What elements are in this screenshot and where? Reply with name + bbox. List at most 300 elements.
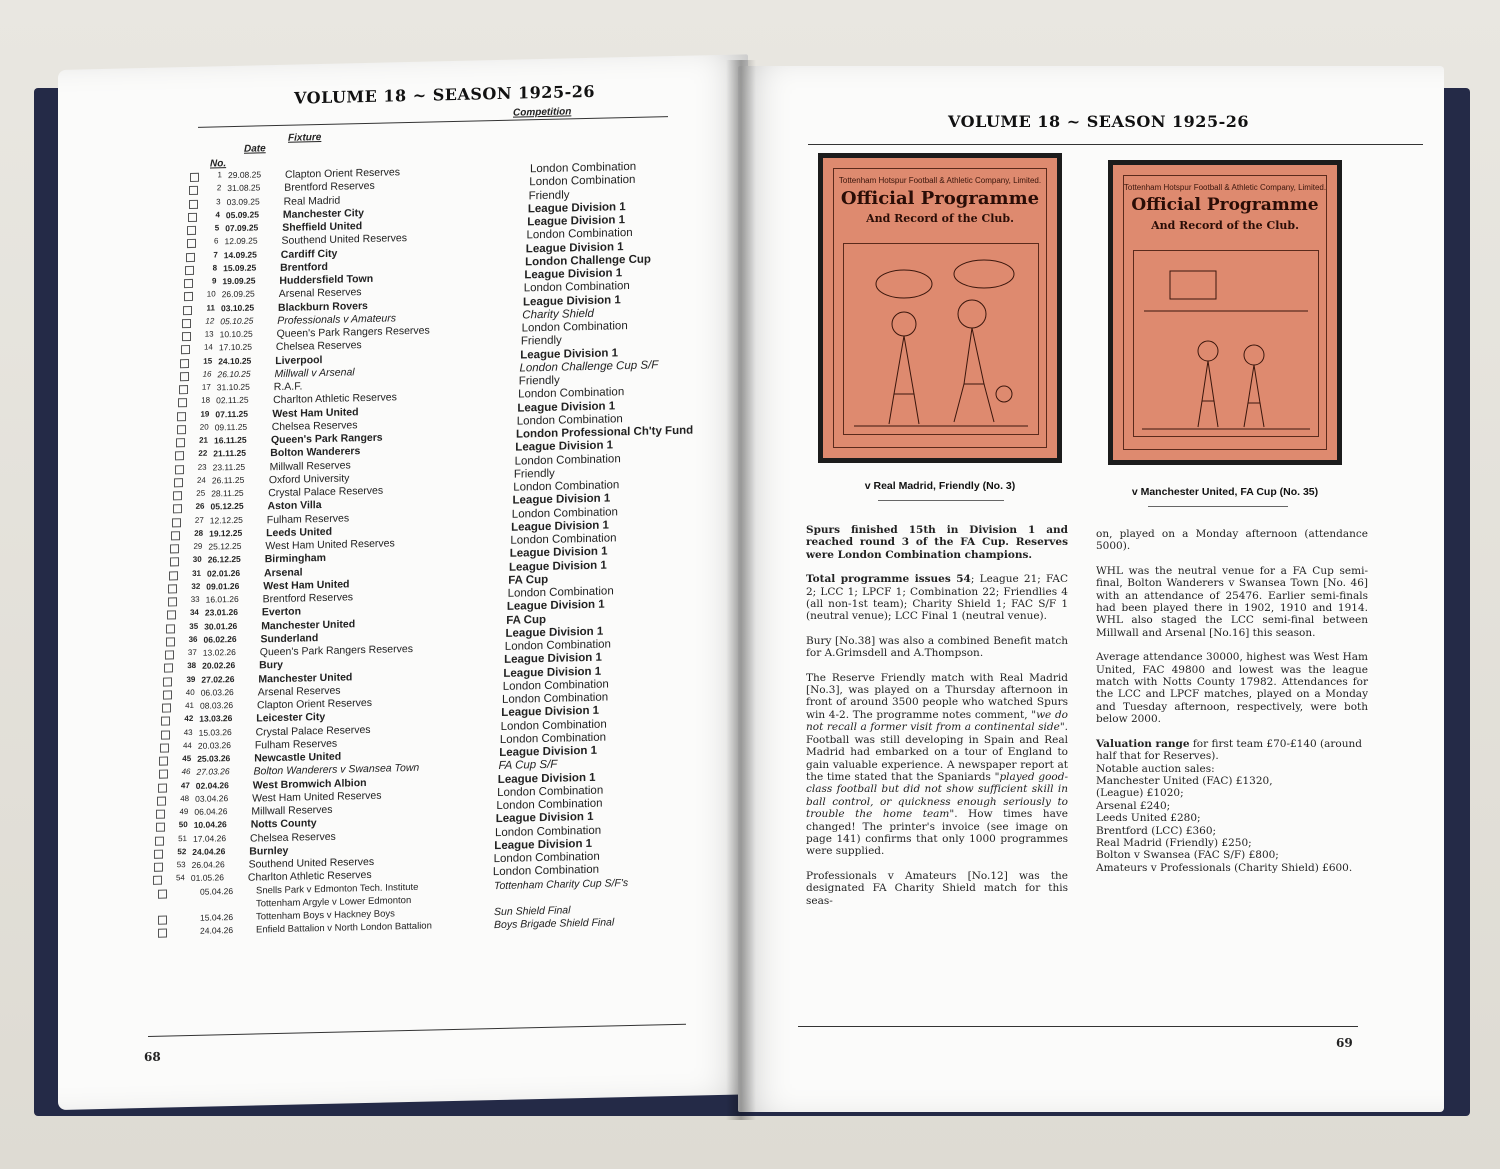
- fixture-number: 25: [196, 488, 206, 498]
- fixture-opponent: Burnley: [249, 844, 289, 858]
- fixture-competition: London Combination: [523, 280, 630, 295]
- page-title: VOLUME 18 ~ SEASON 1925-26: [948, 112, 1249, 131]
- fixture-opponent: Clapton Orient Reserves: [285, 166, 400, 181]
- tick-checkbox[interactable]: [158, 916, 167, 925]
- tick-checkbox[interactable]: [177, 412, 186, 421]
- fixture-opponent: Blackburn Rovers: [278, 299, 368, 314]
- fixture-competition: League Division 1: [512, 492, 611, 507]
- extra-fixture-name: Enfield Battalion v North London Battalion: [256, 920, 432, 936]
- fixture-date: 15.03.26: [198, 726, 232, 738]
- tick-checkbox[interactable]: [154, 863, 163, 872]
- fixture-date: 30.01.26: [204, 620, 238, 632]
- tick-checkbox[interactable]: [156, 810, 165, 819]
- fixture-date: 19.09.25: [222, 275, 256, 287]
- fixture-date: 31.08.25: [227, 182, 261, 194]
- fixture-opponent: Crystal Palace Reserves: [268, 484, 384, 500]
- fixture-competition: London Combination: [499, 731, 607, 746]
- fixture-opponent: Queen's Park Rangers: [271, 431, 383, 447]
- auction-sale-item: Leeds United £280;: [1096, 812, 1201, 825]
- tick-checkbox[interactable]: [163, 677, 172, 686]
- fixture-opponent: Manchester City: [282, 206, 364, 221]
- tick-checkbox[interactable]: [187, 239, 196, 248]
- fixture-date: 26.09.25: [221, 288, 255, 300]
- fixture-opponent: Southend United Reserves: [248, 855, 375, 871]
- fixture-competition: League Division 1: [527, 200, 626, 216]
- fixture-date: 10.04.26: [193, 819, 227, 831]
- fixture-competition: League Division 1: [524, 267, 623, 282]
- fixture-opponent: West Bromwich Albion: [252, 776, 367, 792]
- fixture-opponent: Bolton Wanderers: [270, 445, 361, 460]
- fixture-date: 29.08.25: [228, 169, 262, 181]
- extra-fixture-date: 05.04.26: [200, 886, 234, 897]
- left-page: [58, 54, 748, 1110]
- fixture-opponent: Arsenal Reserves: [257, 684, 341, 699]
- fixture-competition: League Division 1: [517, 399, 616, 415]
- fixture-opponent: Cardiff City: [280, 247, 338, 261]
- fixture-opponent: Chelsea Reserves: [275, 339, 362, 354]
- fixture-opponent: Charlton Athletic Reserves: [273, 391, 397, 407]
- fixture-number: 24: [196, 475, 206, 485]
- cartoon-illustration: [1133, 250, 1319, 437]
- fixture-number: 27: [194, 515, 204, 525]
- fixture-competition: League Division 1: [503, 665, 602, 680]
- tick-checkbox[interactable]: [184, 292, 193, 301]
- fixture-opponent: Fulham Reserves: [266, 511, 350, 526]
- fixture-date: 19.12.25: [209, 527, 243, 539]
- fixture-date: 31.10.25: [216, 381, 250, 393]
- tick-checkbox[interactable]: [176, 438, 185, 447]
- fixture-date: 05.09.25: [225, 209, 259, 220]
- fixture-date: 24.04.26: [192, 845, 226, 857]
- fixture-number: 35: [189, 621, 199, 631]
- fixture-opponent: Clapton Orient Reserves: [257, 696, 372, 712]
- fixture-number: 47: [180, 780, 190, 790]
- extra-fixture-name: Snells Park v Edmonton Tech. Institute: [256, 881, 419, 897]
- fixture-competition: League Division 1: [501, 704, 600, 720]
- fixture-opponent: Manchester United: [258, 670, 353, 685]
- auction-sale-item: Bolton v Swansea (FAC S/F) £800;: [1096, 849, 1279, 862]
- tick-checkbox[interactable]: [188, 213, 197, 222]
- fixture-competition: London Combination: [529, 174, 636, 189]
- whl-paragraph: WHL was the neutral venue for a FA Cup semi-final, Bolton Wanderers v Swansea Town [No. 46] with an attendance of 25476. Earlier semi-finals had been played there in 1902, 1910 and 1914. WHL also staged the LCC semi-final between Millwall and Arsenal [No.16] this season.: [1096, 564, 1368, 639]
- programme-caption: v Real Madrid, Friendly (No. 3): [864, 480, 1016, 492]
- fixture-number: 17: [201, 382, 211, 392]
- fixture-date: 15.09.25: [223, 262, 257, 274]
- valuation-paragraph: [1096, 738, 1368, 874]
- tick-checkbox[interactable]: [187, 226, 196, 235]
- fixture-date: 03.10.25: [221, 302, 255, 313]
- fixture-date: 23.01.26: [204, 607, 238, 618]
- fixture-competition: London Combination: [502, 691, 609, 706]
- fixture-date: 25.12.25: [208, 540, 242, 552]
- fixture-date: 20.02.26: [202, 660, 236, 671]
- fixture-number: 41: [185, 700, 194, 711]
- fixture-competition: League Division 1: [505, 625, 604, 640]
- tick-checkbox[interactable]: [163, 690, 172, 699]
- fixture-competition: London Combination: [500, 718, 607, 733]
- tick-checkbox[interactable]: [155, 836, 164, 845]
- header-fixture: Fixture: [288, 132, 322, 144]
- fixture-date: 27.03.26: [196, 766, 230, 778]
- fixture-opponent: Sunderland: [260, 631, 319, 646]
- tick-checkbox[interactable]: [166, 624, 175, 633]
- footer-rule: [148, 1024, 686, 1037]
- fixture-number: 13: [204, 329, 214, 339]
- fixture-number: 34: [189, 608, 199, 618]
- tick-checkbox[interactable]: [159, 770, 168, 779]
- fixture-competition: League Division 1: [504, 651, 602, 667]
- quote-run: "we do not recall a former visit from a continental side": [806, 708, 1068, 734]
- tick-checkbox[interactable]: [157, 796, 166, 805]
- fixture-opponent: Brentford Reserves: [262, 591, 354, 606]
- fixture-opponent: West Ham United Reserves: [265, 537, 395, 553]
- programme-subheading: And Record of the Club.: [1151, 219, 1299, 232]
- fixture-number: 52: [177, 846, 187, 857]
- fixture-date: 07.09.25: [225, 222, 259, 234]
- fixture-competition: Charity Shield: [522, 307, 594, 322]
- fixture-date: 17.10.25: [218, 341, 252, 353]
- fixture-date: 05.12.25: [210, 501, 244, 512]
- fixture-competition: FA Cup S/F: [498, 758, 558, 773]
- fixture-date: 28.11.25: [211, 487, 244, 499]
- fixture-date: 03.04.26: [195, 792, 229, 804]
- fixture-competition: London Combination: [521, 320, 628, 335]
- fixture-opponent: Newcastle United: [254, 750, 342, 765]
- title-rule: [808, 144, 1423, 145]
- quote-run: "played good-class football but did not show sufficient skill in ball control, or quickness enough seriously to trouble the home team": [806, 770, 1068, 821]
- text-run: . Football was still developing in Spain and Real Madrid had embarked on a tour of England to gain valuable experience. A newspaper report at the time stated that the Spaniards: [806, 721, 1068, 783]
- fixture-number: 9: [211, 276, 217, 286]
- fixture-number: 51: [178, 833, 187, 843]
- fixture-number: 49: [179, 807, 189, 817]
- fixture-date: 26.11.25: [211, 474, 245, 486]
- extra-fixture-date: 24.04.26: [200, 925, 234, 936]
- fixture-competition: Friendly: [528, 188, 570, 202]
- fixture-opponent: Millwall Reserves: [269, 458, 351, 473]
- tick-checkbox[interactable]: [161, 730, 170, 739]
- fixture-competition: FA Cup: [508, 573, 549, 587]
- fixture-number: 10: [206, 289, 216, 299]
- programme-subheading: And Record of the Club.: [866, 212, 1014, 225]
- fixture-date: 03.09.25: [226, 195, 260, 207]
- tick-checkbox[interactable]: [170, 544, 179, 553]
- fixture-opponent: Chelsea Reserves: [271, 418, 358, 433]
- programme-heading: Official Programme: [1131, 195, 1319, 215]
- tick-checkbox[interactable]: [156, 823, 165, 832]
- tick-checkbox[interactable]: [185, 266, 194, 275]
- fixture-date: 02.04.26: [195, 779, 229, 791]
- text-run: . How times have changed! The printer's invoice (see image on page 141) confirms that only 1000 programmes were supplied.: [806, 808, 1068, 858]
- auction-sale-item: Real Madrid (Friendly) £250;: [1096, 836, 1252, 849]
- fixture-number: 42: [184, 714, 194, 724]
- tick-checkbox[interactable]: [171, 531, 180, 540]
- tick-checkbox[interactable]: [180, 372, 189, 381]
- page-number: 68: [144, 1049, 161, 1065]
- fixture-opponent: Southend United Reserves: [281, 232, 407, 248]
- fixture-competition: London Combination: [502, 678, 609, 693]
- fixture-date: 06.04.26: [194, 806, 228, 817]
- fixture-number: 46: [181, 767, 191, 777]
- caption-rule: [1148, 506, 1288, 507]
- tick-checkbox[interactable]: [190, 173, 199, 182]
- fixture-competition: FA Cup: [506, 613, 547, 627]
- tick-checkbox[interactable]: [174, 478, 183, 487]
- fixture-competition: London Combination: [514, 452, 621, 468]
- fixture-number: 11: [206, 302, 215, 313]
- fixture-number: 48: [180, 793, 190, 803]
- fixture-competition: League Division 1: [495, 811, 594, 826]
- fixture-date: 27.02.26: [201, 673, 235, 685]
- fixture-date: 01.05.26: [190, 872, 224, 884]
- fixture-opponent: Millwall v Arsenal: [274, 366, 355, 380]
- fixture-number: 44: [182, 740, 192, 750]
- fixture-number: 4: [215, 210, 220, 220]
- fixture-opponent: Sheffield United: [282, 220, 363, 234]
- right-page: [738, 66, 1444, 1112]
- fixture-number: 20: [199, 422, 209, 432]
- fixture-date: 26.10.25: [217, 368, 251, 380]
- extra-fixture-name: Tottenham Boys v Hackney Boys: [256, 908, 395, 923]
- fixture-date: 13.03.26: [199, 713, 233, 725]
- auction-sale-item: Brentford (LCC) £360;: [1096, 824, 1217, 837]
- tick-checkbox[interactable]: [168, 597, 177, 606]
- fixture-competition: London Combination: [511, 505, 618, 521]
- tick-checkbox[interactable]: [179, 385, 188, 394]
- average-attendance-paragraph: Average attendance 30000, highest was West Ham United, FAC 49800 and lowest was the league match with Notts County 17982. Attendances for the LCC and LPCF matches, played on a Monday and Tuesday afternoon, respectively, were both below 2000.: [1096, 651, 1368, 726]
- fixture-number: 36: [188, 634, 198, 644]
- tick-checkbox[interactable]: [162, 703, 171, 712]
- auction-sale-item: Arsenal £240;: [1096, 799, 1171, 812]
- fixture-number: 23: [197, 462, 207, 472]
- tick-checkbox[interactable]: [189, 186, 198, 195]
- fixture-number: 45: [182, 753, 192, 764]
- auction-sale-item: Amateurs v Professionals (Charity Shield) £600.: [1096, 861, 1353, 874]
- fixture-competition: London Combination: [526, 227, 633, 242]
- header-no: No.: [210, 158, 227, 170]
- tick-checkbox[interactable]: [184, 279, 193, 288]
- fixture-date: 05.10.25: [220, 315, 254, 327]
- fixture-number: 43: [183, 727, 193, 737]
- tick-checkbox[interactable]: [161, 717, 170, 726]
- programme-caption: v Manchester United, FA Cup (No. 35): [1131, 486, 1319, 498]
- fixture-date: 02.01.26: [207, 567, 241, 579]
- fixture-competition: League Division 1: [525, 240, 624, 255]
- tick-checkbox[interactable]: [173, 504, 182, 513]
- fixture-competition: London Combination: [493, 850, 600, 866]
- tick-checkbox[interactable]: [180, 359, 189, 368]
- fixture-opponent: Leeds United: [266, 525, 333, 540]
- tick-checkbox[interactable]: [181, 345, 190, 354]
- fixture-number: 40: [185, 687, 195, 697]
- fixture-number: 39: [186, 674, 196, 684]
- fixture-number: 21: [199, 435, 208, 445]
- fixture-opponent: West Ham United Reserves: [252, 789, 382, 805]
- fixture-date: 16.01.26: [205, 593, 239, 605]
- tick-checkbox[interactable]: [170, 558, 179, 567]
- tick-checkbox[interactable]: [158, 783, 167, 792]
- title-rule: [198, 116, 668, 128]
- fixture-competition: League Division 1: [520, 346, 618, 362]
- fixture-date: 17.04.26: [193, 832, 227, 844]
- extra-fixture-competition: Boys Brigade Shield Final: [494, 916, 615, 932]
- fixture-date: 26.04.26: [191, 859, 225, 870]
- summary-paragraph: Spurs finished 15th in Division 1 and reached round 3 of the FA Cup. Reserves were London Combination champions.: [806, 524, 1068, 561]
- issues-paragraph: [806, 573, 1068, 623]
- fixture-number: 30: [192, 554, 202, 565]
- fixture-number: 1: [217, 170, 222, 180]
- fixture-competition: London Professional Ch'ty Fund: [516, 424, 694, 441]
- fixture-number: 28: [194, 528, 204, 538]
- fixture-date: 12.09.25: [224, 235, 258, 247]
- fixture-competition: London Combination: [516, 412, 623, 428]
- fixture-date: 24.10.25: [218, 355, 252, 366]
- fixture-number: 33: [190, 594, 200, 604]
- cartoon-illustration: [843, 243, 1039, 435]
- fixture-opponent: Notts County: [250, 817, 317, 831]
- fixture-opponent: Brentford: [280, 260, 328, 274]
- book-gutter-shadow: [726, 60, 756, 1120]
- tick-checkbox[interactable]: [186, 252, 195, 261]
- fixture-competition: League Division 1: [506, 598, 605, 614]
- fixture-competition: London Combination: [497, 784, 604, 799]
- tick-checkbox[interactable]: [172, 518, 181, 527]
- fixture-opponent: Charlton Athletic Reserves: [247, 869, 372, 884]
- fixture-competition: London Combination: [492, 863, 600, 879]
- charity-shield-paragraph: Professionals v Amateurs [No.12] was the designated FA Charity Shield match for this seas-: [806, 869, 1068, 907]
- fixture-competition: Friendly: [518, 374, 560, 388]
- fixture-opponent: Everton: [261, 605, 301, 619]
- fixture-competition: League Division 1: [527, 214, 625, 229]
- fixture-competition: London Challenge Cup S/F: [519, 359, 659, 375]
- fixture-opponent: Manchester United: [261, 617, 356, 632]
- tick-checkbox[interactable]: [177, 425, 186, 434]
- fixture-number: 29: [193, 541, 203, 551]
- fixture-number: 53: [176, 860, 186, 870]
- tick-checkbox[interactable]: [165, 650, 174, 659]
- fixture-date: 13.02.26: [202, 646, 236, 658]
- tick-checkbox[interactable]: [189, 199, 198, 208]
- fixture-number: 37: [187, 647, 197, 658]
- issues-text: ; League 21; FAC 2; LCC 1; LPCF 1; Combination 22; Friendlies 4 (all non-1st team); Charity Shield 1; FAC S/F 1 (neutral venue); LCC Final 1 (neutral venue).: [806, 573, 1068, 623]
- fixture-competition: London Combination: [495, 824, 602, 839]
- auction-sales-title: Notable auction sales:: [1096, 762, 1215, 775]
- fixture-opponent: Liverpool: [275, 353, 323, 367]
- fixture-date: 20.03.26: [197, 739, 231, 751]
- text-column-2: [1096, 528, 1368, 886]
- fixture-opponent: West Ham United: [263, 578, 350, 593]
- fixture-date: 09.11.25: [214, 421, 248, 433]
- tick-checkbox[interactable]: [160, 743, 169, 752]
- fixture-number: 8: [212, 263, 218, 273]
- real-madrid-paragraph: [806, 672, 1068, 858]
- fixture-opponent: Professionals v Amateurs: [277, 312, 396, 327]
- tick-checkbox[interactable]: [158, 929, 167, 938]
- auction-sale-item: (League) £1020;: [1096, 787, 1184, 800]
- tick-checkbox[interactable]: [168, 584, 177, 593]
- fixture-competition: London Combination: [504, 638, 611, 653]
- fixture-competition: London Combination: [510, 532, 617, 547]
- fixture-competition: League Division 1: [499, 744, 597, 759]
- fixture-opponent: Bolton Wanderers v Swansea Town: [253, 762, 420, 778]
- fixture-number: 12: [205, 316, 215, 326]
- fixture-number: 31: [192, 568, 201, 578]
- fixture-number: 6: [214, 236, 219, 246]
- fixture-opponent: Bury: [259, 659, 284, 672]
- tick-checkbox[interactable]: [175, 465, 184, 474]
- fixture-number: 50: [178, 820, 188, 830]
- tick-checkbox[interactable]: [175, 451, 184, 460]
- header-date: Date: [244, 143, 266, 155]
- fixture-competition: League Division 1: [497, 771, 596, 786]
- header-competition: Competition: [513, 106, 572, 119]
- fixture-competition: Friendly: [520, 334, 562, 348]
- fixture-competition: League Division 1: [515, 439, 614, 454]
- tick-checkbox[interactable]: [159, 756, 168, 765]
- fixture-number: 38: [187, 661, 197, 671]
- fixture-number: 5: [214, 223, 220, 233]
- tick-checkbox[interactable]: [178, 398, 187, 407]
- tick-checkbox[interactable]: [167, 611, 176, 620]
- page-number: 69: [1336, 1036, 1353, 1050]
- fixture-opponent: Birmingham: [264, 552, 326, 566]
- fixture-opponent: Queen's Park Rangers Reserves: [276, 324, 430, 341]
- fixture-competition: League Division 1: [509, 545, 608, 560]
- tick-checkbox[interactable]: [183, 305, 192, 314]
- fixture-date: 23.11.25: [212, 461, 246, 472]
- fixture-number: 15: [203, 356, 213, 366]
- programme-company: Tottenham Hotspur Football & Athletic Company, Limited.: [838, 176, 1042, 185]
- fixture-opponent: Aston Villa: [267, 499, 322, 513]
- fixture-date: 06.03.26: [200, 686, 234, 698]
- tick-checkbox[interactable]: [182, 332, 191, 341]
- programme-heading: Official Programme: [840, 188, 1040, 209]
- fixture-opponent: Oxford University: [268, 472, 350, 486]
- tick-checkbox[interactable]: [154, 849, 163, 858]
- tick-checkbox[interactable]: [166, 637, 175, 646]
- fixture-date: 09.01.26: [206, 580, 240, 592]
- tick-checkbox[interactable]: [173, 491, 182, 500]
- tick-checkbox[interactable]: [153, 876, 162, 885]
- fixture-opponent: Chelsea Reserves: [250, 830, 336, 845]
- fixture-number: 19: [200, 409, 210, 419]
- fixture-competition: League Division 1: [509, 559, 607, 574]
- issues-label: Total programme issues 54: [806, 573, 971, 586]
- fixture-number: 2: [216, 183, 222, 193]
- fixture-date: 08.03.26: [200, 700, 234, 711]
- valuation-label: Valuation range: [1096, 737, 1190, 750]
- fixture-competition: London Combination: [518, 386, 625, 401]
- fixture-number: 22: [198, 448, 208, 459]
- valuation-text: for first team £70-£140 (around half that for Reserves).: [1096, 737, 1362, 763]
- fixture-number: 7: [213, 249, 218, 259]
- fixture-date: 16.11.25: [214, 434, 247, 446]
- fixture-date: 14.09.25: [223, 248, 257, 260]
- fixture-competition: League Division 1: [494, 837, 593, 852]
- programme-cover-manchester-united: [1108, 160, 1342, 465]
- fixture-competition: League Division 1: [523, 293, 621, 308]
- tick-checkbox[interactable]: [169, 571, 178, 580]
- fixture-opponent: Leicester City: [256, 711, 326, 725]
- extra-fixture-competition: Tottenham Charity Cup S/F's: [494, 877, 629, 893]
- tick-checkbox[interactable]: [182, 319, 191, 328]
- fixture-competition: Friendly: [513, 467, 555, 481]
- footer-rule: [798, 1026, 1358, 1027]
- programme-company: Tottenham Hotspur Football & Athletic Company, Limited.: [1123, 183, 1327, 192]
- tick-checkbox[interactable]: [158, 890, 167, 899]
- tick-checkbox[interactable]: [164, 664, 173, 673]
- fixture-opponent: Millwall Reserves: [251, 803, 333, 818]
- fixture-opponent: Queen's Park Rangers Reserves: [259, 642, 413, 659]
